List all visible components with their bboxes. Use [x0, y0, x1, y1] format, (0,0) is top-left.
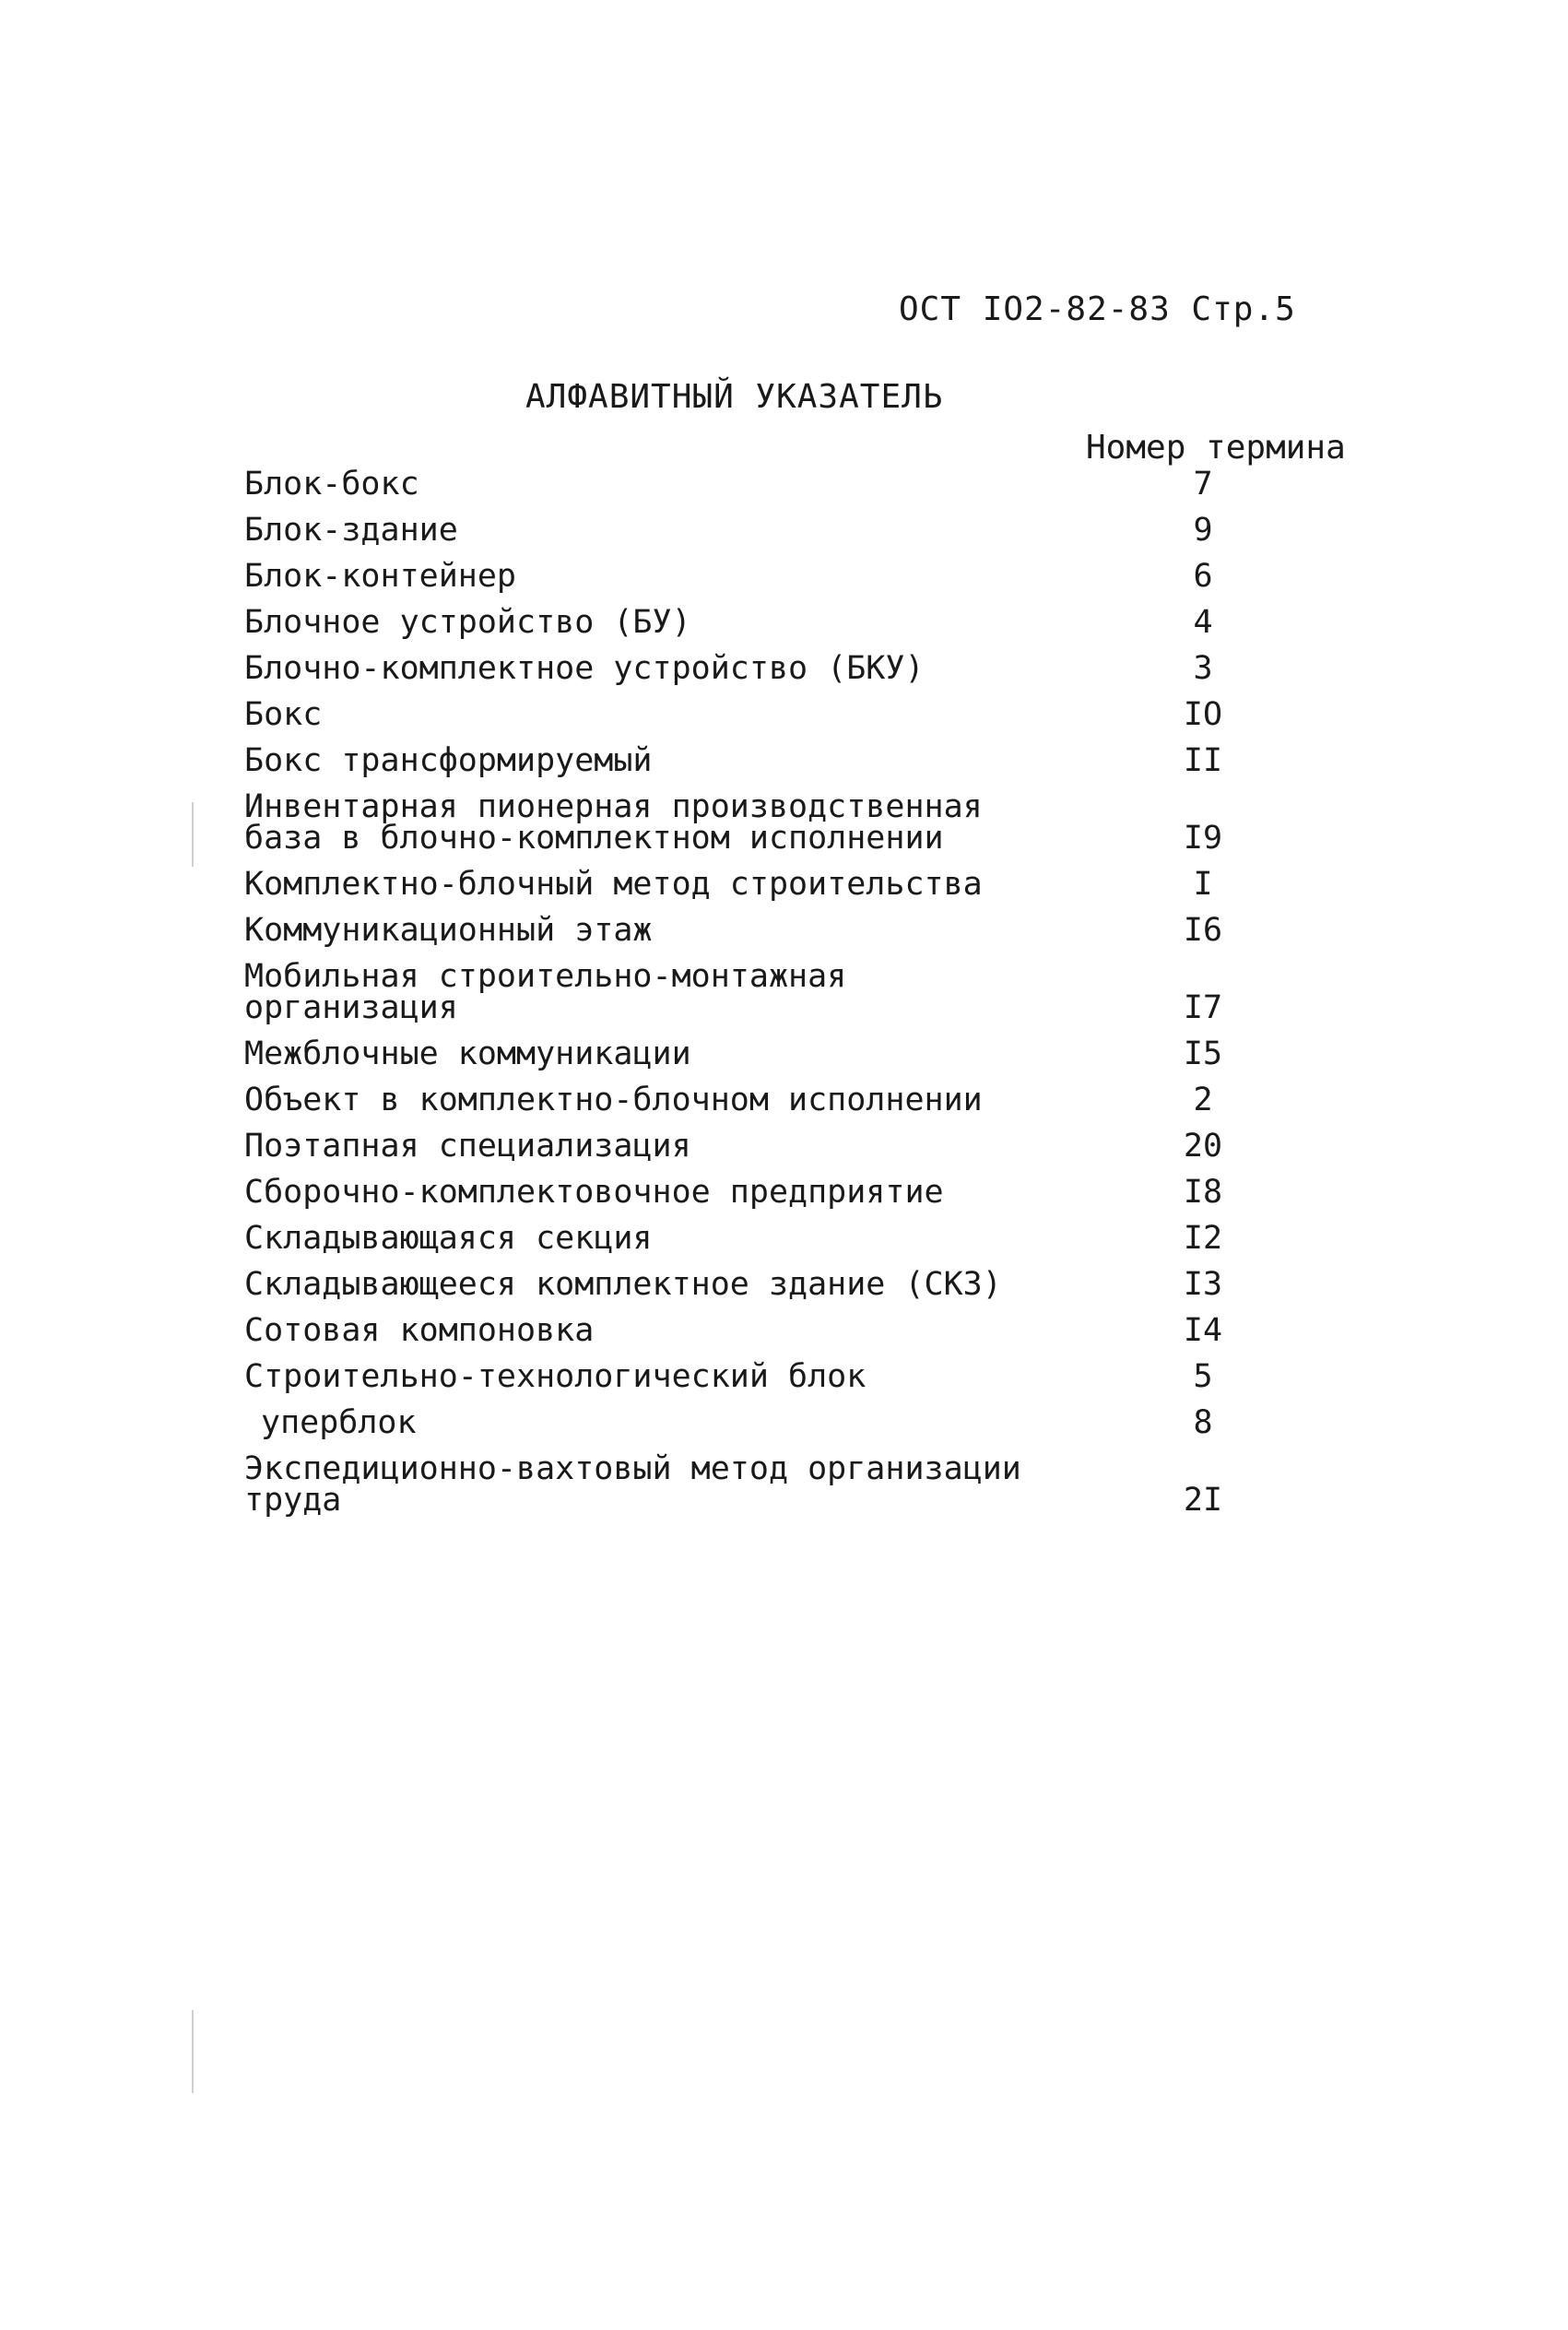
entry-number: 5 [1193, 1358, 1213, 1395]
entry-number: I6 [1183, 912, 1223, 949]
entry-number: I [1193, 866, 1213, 903]
entry-number: I5 [1183, 1035, 1223, 1072]
index-entry [244, 1312, 1350, 1349]
entry-term: Строительно-технологический блок [244, 1358, 867, 1395]
index-entry [244, 696, 1350, 733]
entry-term: Блок-бокс [244, 466, 419, 503]
entry-number: I8 [1183, 1174, 1223, 1211]
entry-number: I2 [1183, 1220, 1223, 1257]
index-entry [244, 558, 1350, 595]
entry-term: Межблочные коммуникации [244, 1035, 691, 1072]
index-entries [244, 468, 1350, 1531]
entry-term: Блок-здание [244, 512, 458, 549]
entry-term: Блок-контейнер [244, 558, 517, 595]
entry-term: Блочно-комплектное устройство (БКУ) [244, 650, 925, 687]
index-entry [244, 1128, 1350, 1165]
entry-term: Бокс [244, 696, 323, 733]
entry-term: Складывающееся комплектное здание (СКЗ) [244, 1266, 1002, 1303]
entry-number: 6 [1193, 558, 1213, 595]
entry-number: II [1183, 742, 1223, 779]
index-entry [244, 604, 1350, 641]
entry-number: I3 [1183, 1266, 1223, 1303]
entry-term: Инвентарная пионерная производственная база в блочно-комплектном исполнении [244, 788, 983, 857]
index-entry [244, 866, 1350, 903]
entry-term: Блочное устройство (БУ) [244, 604, 691, 641]
index-entry [244, 1358, 1350, 1395]
entry-term: Сотовая компоновка [244, 1312, 595, 1349]
index-entry [244, 1450, 1350, 1519]
index-entry [244, 742, 1350, 779]
index-entry [244, 912, 1350, 949]
index-entry [244, 466, 1350, 503]
entry-number: I9 [1183, 820, 1223, 857]
index-entry [244, 1035, 1350, 1072]
index-entry [244, 1404, 1350, 1441]
entry-number: 20 [1183, 1128, 1223, 1165]
entry-number: 4 [1193, 604, 1213, 641]
entry-term: Поэтапная специализация [244, 1128, 691, 1165]
entry-term: Сборочно-комплектовочное предприятие [244, 1174, 944, 1211]
entry-term: Объект в комплектно-блочном исполнении [244, 1082, 983, 1118]
entry-term: Бокс трансформируемый [244, 742, 653, 779]
document-designation: ОСТ IО2-82-83 Стр.5 [899, 290, 1296, 328]
entry-number: 8 [1193, 1404, 1213, 1441]
entry-number: I4 [1183, 1312, 1223, 1349]
entry-number: 3 [1193, 650, 1213, 687]
index-entry [244, 650, 1350, 687]
index-entry [244, 1174, 1350, 1211]
index-entry [244, 958, 1350, 1026]
index-entry [244, 788, 1350, 857]
entry-term: уперблок [261, 1404, 417, 1441]
scan-margin-mark [192, 802, 194, 867]
index-entry [244, 1266, 1350, 1303]
scan-margin-mark [192, 2010, 194, 2093]
entry-number: IО [1183, 696, 1223, 733]
entry-term: Складывающаяся секция [244, 1220, 653, 1257]
entry-term: Мобильная строительно-монтажная организация [244, 958, 847, 1026]
index-entry [244, 512, 1350, 549]
entry-term: Комплектно-блочный метод строительства [244, 866, 983, 903]
entry-number: I7 [1183, 989, 1223, 1026]
entry-number: 7 [1193, 466, 1213, 503]
index-title: АЛФАВИТНЫЙ УКАЗАТЕЛЬ [525, 378, 944, 416]
term-number-column-label: Номер термина [1086, 429, 1346, 467]
entry-number: 9 [1193, 512, 1213, 549]
entry-number: 2 [1193, 1082, 1213, 1118]
entry-term: Коммуникационный этаж [244, 912, 653, 949]
index-entry [244, 1220, 1350, 1257]
entry-number: 2I [1183, 1482, 1223, 1519]
entry-term: Экспедиционно-вахтовый метод организации труда [244, 1450, 1021, 1519]
index-entry [244, 1084, 1350, 1116]
